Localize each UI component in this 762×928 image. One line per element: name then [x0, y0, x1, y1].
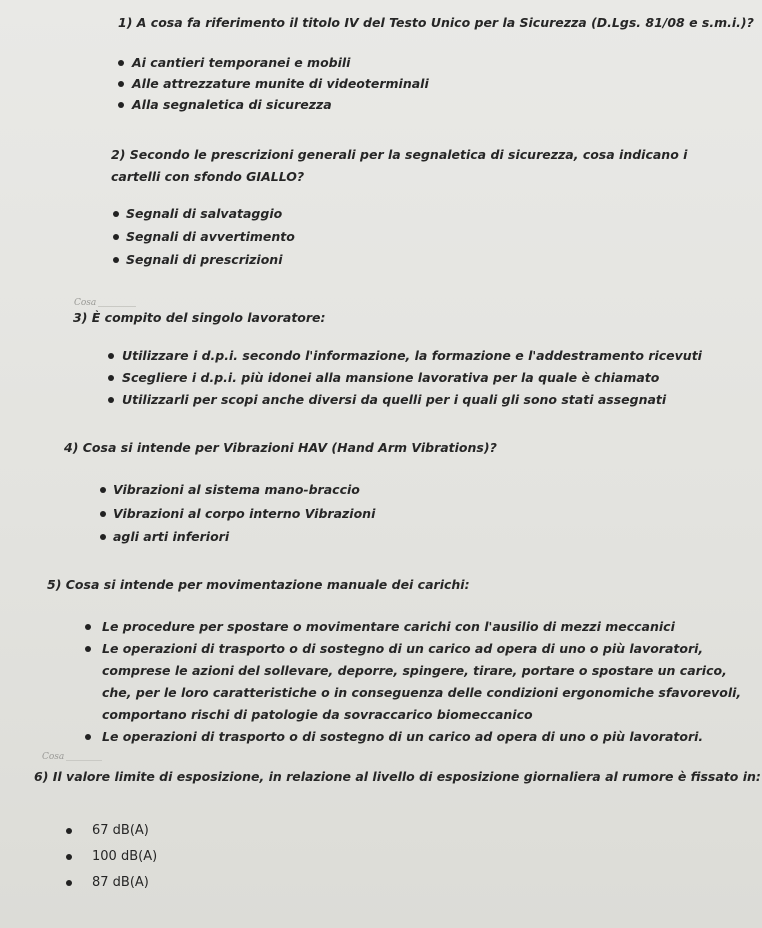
question-3-option-1: Utilizzare i d.p.i. secondo l'informazione, la formazione e l'addestramento ricevuti [122, 348, 702, 363]
bullet-icon [100, 511, 106, 517]
question-6-text: 6) Il valore limite di esposizione, in relazione al livello di esposizione giornaliera al rumore è fissato in: [34, 769, 761, 784]
question-3-option-3: Utilizzarli per scopi anche diversi da quelli per i quali gli sono stati assegnati [122, 392, 667, 407]
question-2-text: 2) Secondo le prescrizioni generali per la segnaletica di sicurezza, cosa indicano i cartelli con sfondo GIALLO? [111, 147, 688, 184]
question-2-option-1: Segnali di salvataggio [126, 206, 283, 221]
bullet-icon [118, 81, 124, 87]
question-2-option-3: Segnali di prescrizioni [126, 252, 283, 267]
bullet-icon [113, 211, 119, 217]
bullet-icon [100, 534, 106, 540]
bullet-icon [66, 880, 72, 886]
question-4-option-1: Vibrazioni al sistema mano-braccio [113, 482, 360, 497]
bullet-icon [85, 624, 91, 630]
bullet-icon [118, 102, 124, 108]
question-1-option-1: Ai cantieri temporanei e mobili [132, 55, 351, 70]
bullet-icon [118, 60, 124, 66]
bullet-icon [108, 397, 114, 403]
bullet-icon [66, 854, 72, 860]
bullet-icon [85, 646, 91, 652]
faint-handwriting: Cosa [42, 752, 65, 762]
question-6-option-2: 100 dB(A) [92, 849, 158, 864]
question-4-text: 4) Cosa si intende per Vibrazioni HAV (Hand Arm Vibrations)? [64, 440, 497, 455]
question-6-option-3: 87 dB(A) [92, 875, 149, 890]
question-4-option-2: Vibrazioni al corpo interno Vibrazioni [113, 506, 376, 521]
bullet-icon [100, 487, 106, 493]
question-1-option-2: Alle attrezzature munite di videoterminali [132, 76, 429, 91]
question-5-option-1: Le procedure per spostare o movimentare carichi con l'ausilio di mezzi meccanici [102, 619, 675, 634]
question-3-text: 3) È compito del singolo lavoratore: [73, 310, 326, 325]
question-6-option-1: 67 dB(A) [92, 823, 149, 838]
bullet-icon [66, 828, 72, 834]
question-2-option-2: Segnali di avvertimento [126, 229, 295, 244]
question-5-option-3: Le operazioni di trasporto o di sostegno di un carico ad opera di uno o più lavoratori. [102, 729, 704, 744]
question-5-option-2: Le operazioni di trasporto o di sostegno di un carico ad opera di uno o più lavoratori, comprese le azioni del sollevare, deporre, spingere, tirare, portare o spostare un carico, che, per le loro caratteristiche o in conseguenza delle condizioni ergonomiche sfavorevoli, comportano rischi di patologie da sovraccarico biomeccanico [102, 641, 742, 722]
question-1-text: 1) A cosa fa riferimento il titolo IV del Testo Unico per la Sicurezza (D.Lgs. 81/08 e s.m.i.)? [118, 15, 754, 30]
question-4-option-3: agli arti inferiori [113, 529, 230, 544]
bullet-icon [113, 257, 119, 263]
bullet-icon [85, 734, 91, 740]
question-1-option-3: Alla segnaletica di sicurezza [132, 97, 332, 112]
question-3-option-2: Scegliere i d.p.i. più idonei alla mansione lavorativa per la quale è chiamato [122, 370, 660, 385]
bullet-icon [108, 375, 114, 381]
question-5-text: 5) Cosa si intende per movimentazione manuale dei carichi: [47, 577, 470, 592]
faint-underline [66, 760, 102, 761]
bullet-icon [113, 234, 119, 240]
faint-handwriting: Cosa [74, 298, 97, 308]
bullet-icon [108, 353, 114, 359]
